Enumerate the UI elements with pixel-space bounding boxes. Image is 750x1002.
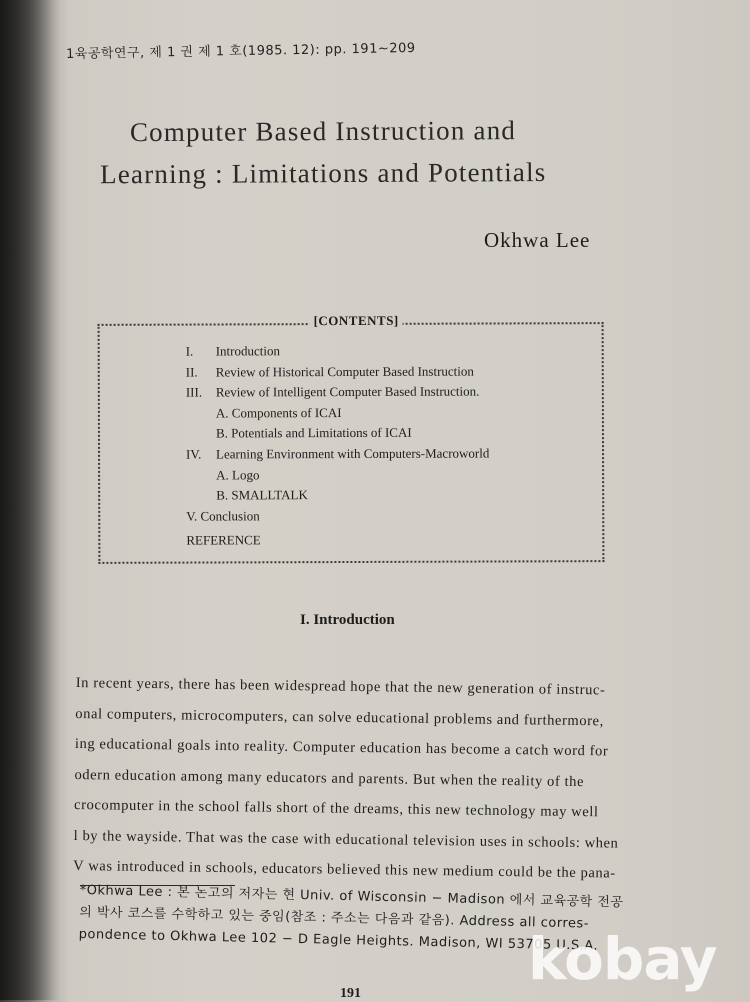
toc-item: II. Review of Historical Computer Based Instruction: [185, 363, 474, 380]
body-line: l by the wayside. That was the case with educational television uses in schools: when: [73, 827, 619, 852]
article-title: [100, 109, 600, 196]
toc-subitem: A. Logo: [216, 466, 260, 483]
toc-item: III. Review of Intelligent Computer Based Instruction.: [185, 383, 480, 400]
section-heading: I. Introduction: [300, 612, 395, 628]
body-line: crocomputer in the school falls short of the dreams, this new technology may well: [73, 796, 599, 821]
body-paragraph: [73, 668, 666, 890]
body-line: odern education among many educators and parents. But when the reality of the: [74, 766, 585, 790]
footnote-line: 의 박사 코스를 수학하고 있는 중임(참조 : 주소는 다음과 같음). Address all corres-: [79, 904, 590, 932]
title-line-2: Learning : Limitations and Potentials: [100, 156, 547, 190]
body-line: ing educational goals into reality. Computer education has become a catch word for: [74, 735, 609, 760]
toc-item: IV. Learning Environment with Computers-Macroworld: [186, 445, 490, 462]
page-number: 191: [340, 986, 361, 1001]
toc-item: I. Introduction: [185, 343, 280, 359]
body-line: V was introduced in schools, educators believed this new medium could be the pana-: [73, 857, 616, 882]
page-gutter-shadow: [0, 0, 60, 1000]
toc-item: REFERENCE: [186, 532, 261, 548]
watermark-logo: kobay: [528, 925, 717, 993]
running-head: 1육공학연구, 제 1 권 제 1 호(1985. 12): pp. 191~209: [65, 40, 416, 63]
toc-subitem: B. SMALLTALK: [216, 487, 308, 503]
body-line: In recent years, there has been widespread hope that the new generation of instruc-: [75, 674, 606, 699]
contents-heading: [CONTENTS]: [310, 313, 403, 329]
toc-subitem: A. Components of ICAI: [215, 404, 342, 421]
title-line-1: Computer Based Instruction and: [129, 115, 517, 148]
contents-box: [98, 312, 605, 564]
table-of-contents: [186, 341, 490, 552]
footnote-line: *Okhwa Lee : 본 논고의 저자는 현 Univ. of Wisconsin − Madison 에서 교육공학 전공: [79, 882, 624, 911]
author-name: Okhwa Lee: [484, 228, 591, 252]
footnote-line: pondence to Okhwa Lee 102 − D Eagle Heights. Madison, WI 53705 U.S.A.: [78, 926, 599, 954]
body-line: onal computers, microcomputers, can solve educational problems and furthermore,: [75, 705, 604, 729]
toc-item: V. Conclusion: [186, 508, 260, 524]
toc-subitem: B. Potentials and Limitations of ICAI: [215, 425, 412, 441]
